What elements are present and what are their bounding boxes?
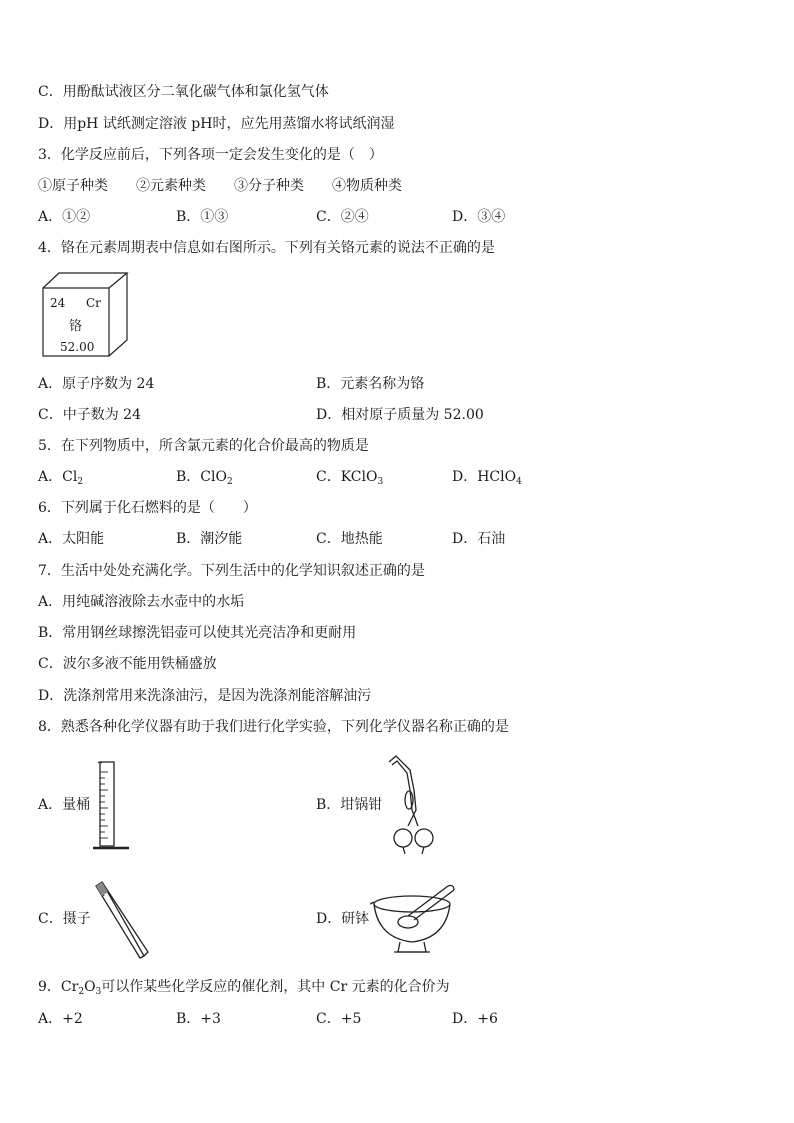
q4-option-b: B．元素名称为铬 xyxy=(316,376,425,392)
question-3-items: ①原子种类 ②元素种类 ③分子种类 ④物质种类 xyxy=(38,178,402,194)
q9-option-c: C．+5 xyxy=(316,1011,362,1027)
q5-option-c: C．KClO$_3$ xyxy=(316,469,384,487)
q3-option-d: D．③④ xyxy=(452,209,506,225)
mortar-pestle-icon xyxy=(370,880,456,962)
q5-option-a: A．$Cl_2$ xyxy=(38,469,84,487)
q4-option-d: D．相对原子质量为 52.00 xyxy=(316,407,484,423)
chromium-oxide-formula: $Cr_2O_3$ xyxy=(60,979,102,997)
q6-option-d: D．石油 xyxy=(452,531,506,547)
q9-option-a: A．+2 xyxy=(38,1011,83,1027)
q6-option-b: B．潮汐能 xyxy=(176,531,243,547)
chromium-element-card xyxy=(42,272,130,358)
q8-option-d: D．研钵 xyxy=(316,911,370,927)
q8-option-b: B．坩锅钳 xyxy=(316,797,383,813)
q4-option-c: C．中子数为 24 xyxy=(38,407,141,423)
crucible-tongs-icon xyxy=(386,754,442,858)
q7-option-a: A．用纯碱溶液除去水壶中的水垢 xyxy=(38,594,245,610)
element-name: 铬 xyxy=(69,319,83,334)
q3-option-c: C．②④ xyxy=(316,209,369,225)
prev-option-d: D．用pH 试纸测定溶液 pH时，应先用蒸馏水将试纸润湿 xyxy=(38,116,395,132)
q6-option-c: C．地热能 xyxy=(316,531,383,547)
q3-option-b: B．①③ xyxy=(176,209,229,225)
question-8: 8．熟悉各种化学仪器有助于我们进行化学实验，下列化学仪器名称正确的是 xyxy=(38,719,509,735)
q3-option-a: A．①② xyxy=(38,209,91,225)
question-7: 7．生活中处处充满化学。下列生活中的化学知识叙述正确的是 xyxy=(38,563,425,579)
q7-option-c: C．波尔多液不能用铁桶盛放 xyxy=(38,656,217,672)
graduated-cylinder-icon xyxy=(92,760,132,852)
question-5: 5．在下列物质中，所含氯元素的化合价最高的物质是 xyxy=(38,438,369,454)
question-6: 6．下列属于化石燃料的是（ ） xyxy=(38,500,257,516)
q6-option-a: A．太阳能 xyxy=(38,531,105,547)
q5-option-b: B．ClO$_2$ xyxy=(176,469,233,487)
q7-option-b: B．常用钢丝球擦洗铝壶可以使其光亮洁净和更耐用 xyxy=(38,625,357,641)
q9-option-d: D．+6 xyxy=(452,1011,498,1027)
q4-option-a: A．原子序数为 24 xyxy=(38,376,155,392)
question-4: 4．铬在元素周期表中信息如右图所示。下列有关铬元素的说法不正确的是 xyxy=(38,240,495,256)
q5-option-d: D．HClO$_4$ xyxy=(452,469,522,487)
element-atomic-mass: 52.00 xyxy=(60,340,95,354)
q7-option-d: D．洗涤剂常用来洗涤油污，是因为洗涤剂能溶解油污 xyxy=(38,688,372,704)
prev-option-c: C．用酚酞试液区分二氧化碳气体和氯化氢气体 xyxy=(38,84,329,100)
element-atomic-number: 24 xyxy=(50,296,66,310)
element-symbol: Cr xyxy=(86,296,101,310)
question-9: 9．$Cr_2O_3$可以作某些化学反应的催化剂，其中 Cr 元素的化合价为 xyxy=(38,979,450,997)
q8-option-c: C．摄子 xyxy=(38,911,91,927)
tweezers-icon xyxy=(92,880,152,962)
q8-option-a: A．量桶 xyxy=(38,797,91,813)
q9-option-b: B．+3 xyxy=(176,1011,221,1027)
question-3: 3．化学反应前后，下列各项一定会发生变化的是（ ） xyxy=(38,147,383,163)
